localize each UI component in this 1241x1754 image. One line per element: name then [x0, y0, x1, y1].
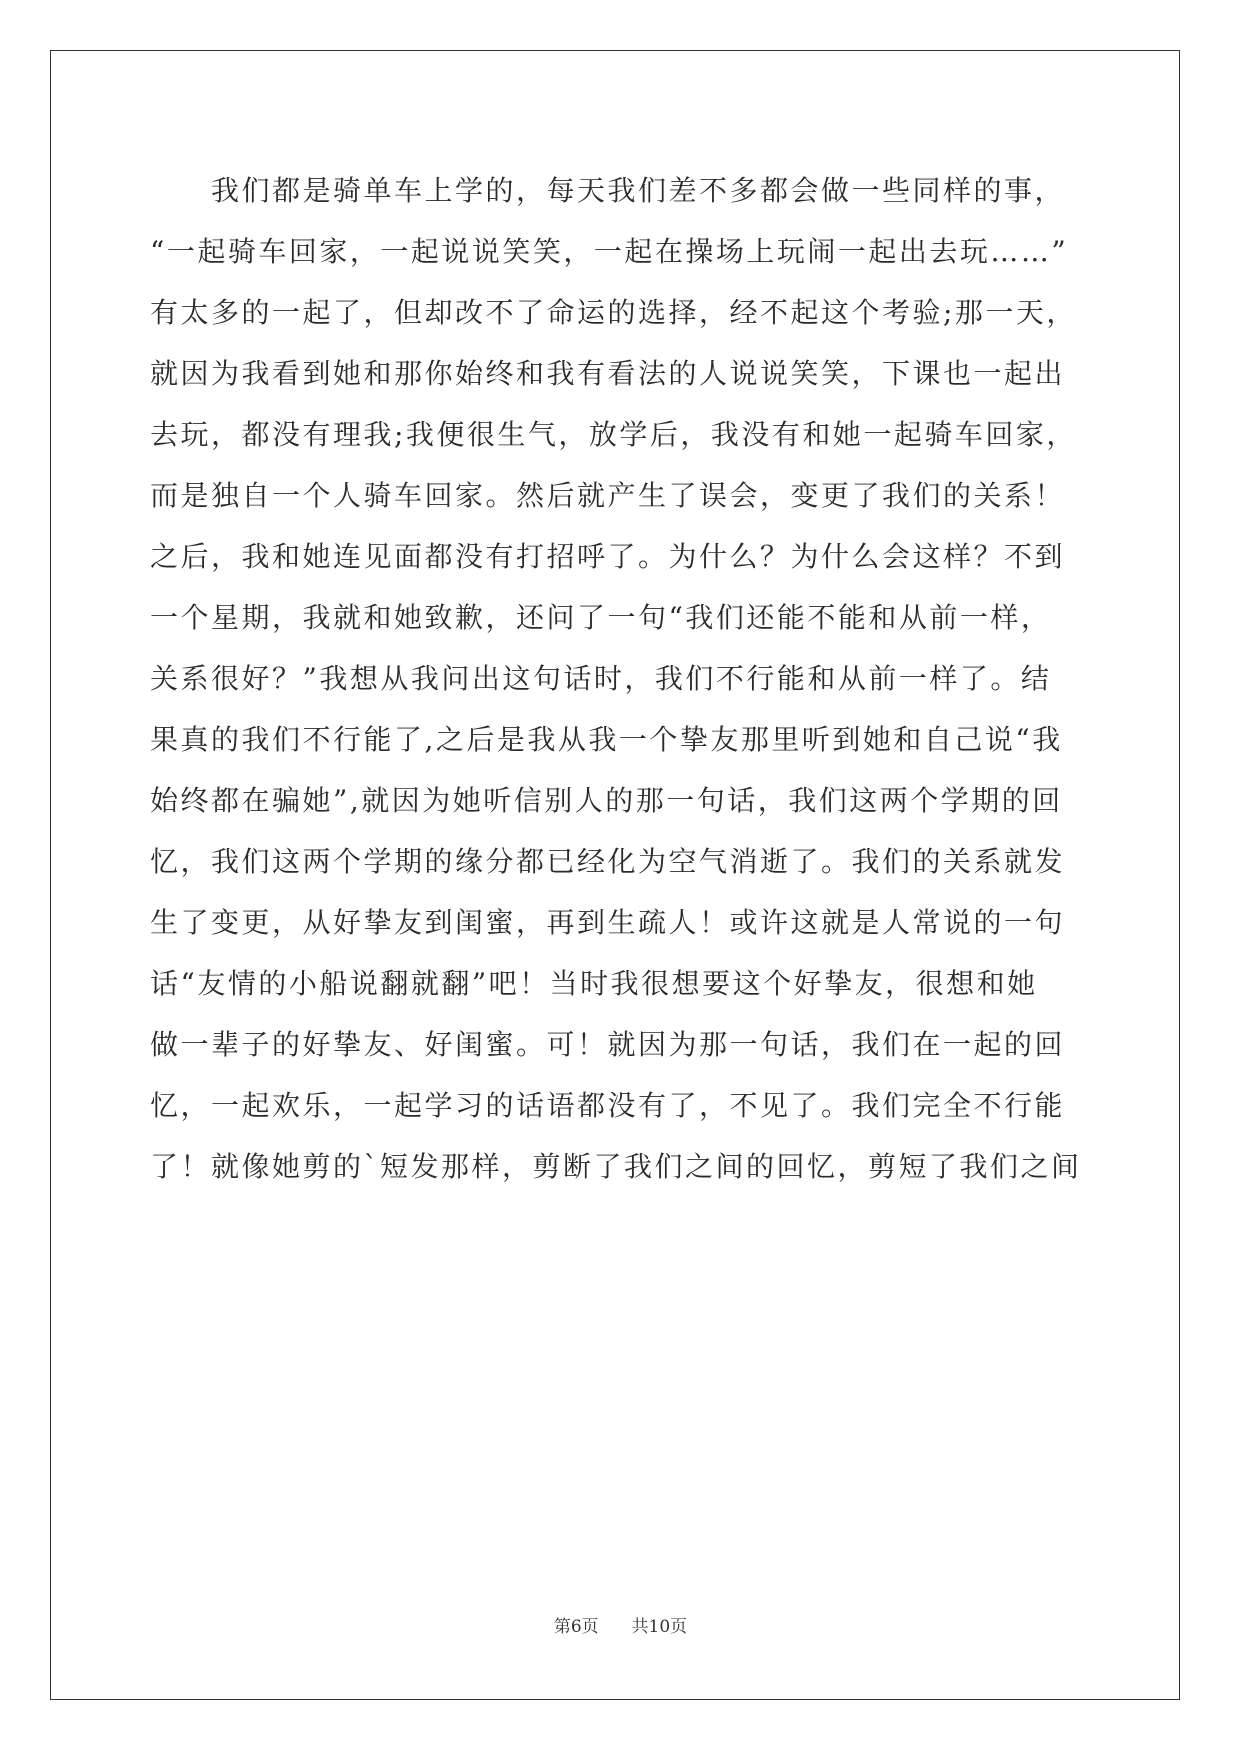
text-line: 就因为我看到她和那你始终和我有看法的人说说笑笑，下课也一起出	[150, 357, 1066, 390]
text-line: 做一辈子的好挚友、好闺蜜。可！就因为那一句话，我们在一起的回	[150, 1028, 1066, 1061]
text-line: 生了变更，从好挚友到闺蜜，再到生疏人！或许这就是人常说的一句	[150, 906, 1066, 939]
text-line: 话“友情的小船说翻就翻”吧！当时我很想要这个好挚友，很想和她	[150, 967, 1038, 1000]
text-line: 一个星期，我就和她致歉，还问了一句“我们还能不能和从前一样，	[150, 601, 1052, 634]
text-line: “一起骑车回家，一起说说笑笑，一起在操场上玩闹一起出去玩……”	[150, 235, 1069, 268]
page-footer	[0, 1612, 1241, 1637]
text-line: 忆，我们这两个学期的缘分都已经化为空气消逝了。我们的关系就发	[150, 845, 1066, 878]
text-line: 有太多的一起了，但却改不了命运的选择，经不起这个考验;那一天，	[150, 296, 1077, 329]
page-total: 共10页	[631, 1617, 688, 1637]
text-line: 始终都在骗她”,就因为她听信别人的那一句话，我们这两个学期的回	[150, 784, 1063, 817]
text-line: 去玩，都没有理我;我便很生气，放学后，我没有和她一起骑车回家，	[150, 418, 1077, 451]
text-line: 果真的我们不行能了,之后是我从我一个挚友那里听到她和自己说“我	[150, 723, 1063, 756]
text-line: 我们都是骑单车上学的，每天我们差不多都会做一些同样的事，	[150, 174, 1066, 207]
text-line: 而是独自一个人骑车回家。然后就产生了误会，变更了我们的关系！	[150, 479, 1066, 512]
text-line: 忆，一起欢乐，一起学习的话语都没有了，不见了。我们完全不行能	[150, 1089, 1066, 1122]
text-line: 关系很好？”我想从我问出这句话时，我们不行能和从前一样了。结	[150, 662, 1052, 695]
document-body	[150, 160, 1100, 1197]
page-number: 第6页	[553, 1617, 599, 1637]
text-line: 之后，我和她连见面都没有打招呼了。为什么？为什么会这样？不到	[150, 540, 1066, 573]
text-line: 了！就像她剪的`短发那样，剪断了我们之间的回忆，剪短了我们之间	[150, 1150, 1082, 1183]
